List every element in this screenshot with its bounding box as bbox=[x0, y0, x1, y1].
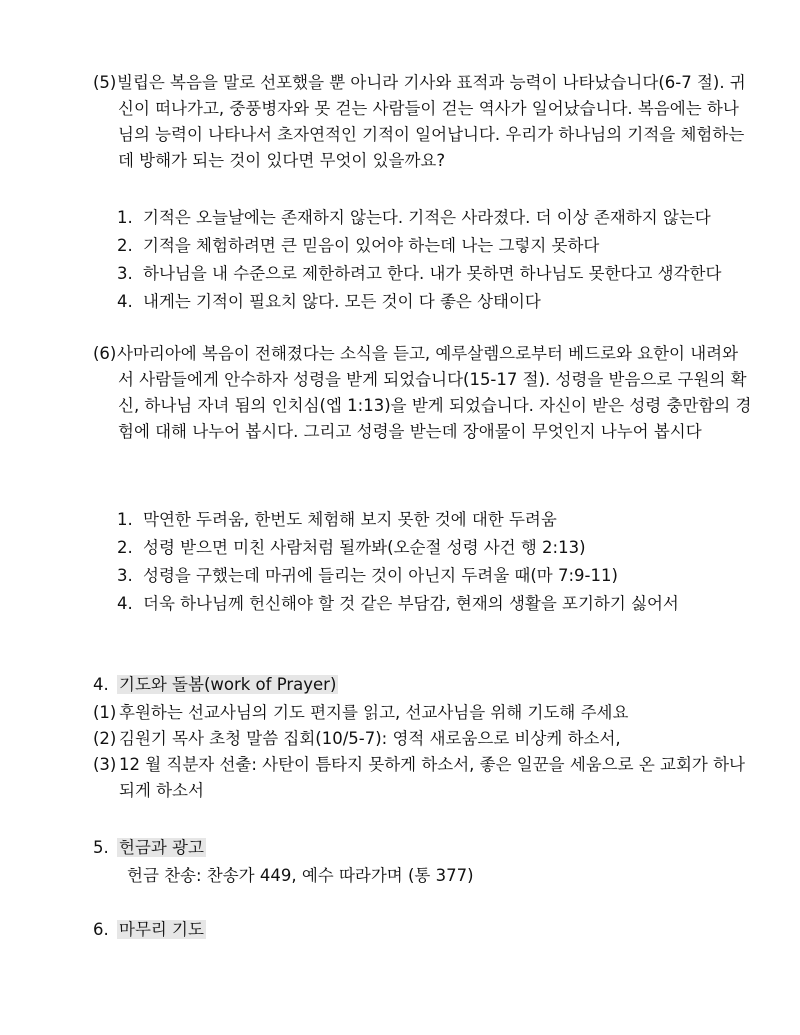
prayer-item-text: 12 월 직분자 선출: 사탄이 틈타지 못하게 하소서, 좋은 일꾼을 세움으로 온 교회가 하나되게 하소서 bbox=[119, 755, 745, 800]
list-item-text: 기적은 오늘날에는 존재하지 않는다. 기적은 사라졌다. 더 이상 존재하지 않는다 bbox=[143, 208, 711, 227]
prayer-item-number: (3) bbox=[93, 755, 117, 774]
section-4-number: 4. bbox=[93, 675, 109, 694]
question-5-number: (5) bbox=[93, 73, 117, 92]
list-item-text: 하나님을 내 수준으로 제한하려고 한다. 내가 못하면 하나님도 못한다고 생각한다 bbox=[143, 264, 722, 283]
prayer-list bbox=[93, 700, 753, 804]
section-6-title: 마무리 기도 bbox=[119, 920, 204, 939]
list-item bbox=[117, 506, 757, 534]
prayer-item bbox=[93, 726, 753, 752]
list-item-number: 1. bbox=[117, 510, 133, 529]
section-5-title: 헌금과 광고 bbox=[119, 838, 204, 857]
list-item bbox=[117, 260, 757, 288]
section-4-heading bbox=[93, 672, 338, 698]
list-item-number: 1. bbox=[117, 208, 133, 227]
list-item-text: 막연한 두려움, 한번도 체험해 보지 못한 것에 대한 두려움 bbox=[143, 510, 557, 529]
offering-hymn: 헌금 찬송: 찬송가 449, 예수 따라가며 (통 377) bbox=[127, 866, 474, 885]
prayer-item-number: (1) bbox=[93, 703, 117, 722]
prayer-item bbox=[93, 752, 753, 804]
list-item bbox=[117, 288, 757, 316]
list-item-number: 2. bbox=[117, 538, 133, 557]
prayer-item-text: 후원하는 선교사님의 기도 편지를 읽고, 선교사님을 위해 기도해 주세요 bbox=[119, 703, 629, 722]
question-5-answers bbox=[117, 204, 757, 316]
question-6-number: (6) bbox=[93, 344, 117, 363]
list-item-number: 4. bbox=[117, 594, 133, 613]
list-item bbox=[117, 232, 757, 260]
list-item bbox=[117, 590, 757, 618]
list-item-text: 성령을 구했는데 마귀에 들리는 것이 아닌지 두려울 때(마 7:9-11) bbox=[143, 566, 618, 585]
question-5 bbox=[93, 70, 753, 174]
question-5-text: 빌립은 복음을 말로 선포했을 뿐 아니라 기사와 표적과 능력이 나타났습니다(6-7 절). 귀신이 떠나가고, 중풍병자와 못 걷는 사람들이 걷는 역사가 일어났습니다. 복음에는 하나님의 능력이 나타나서 초자연적인 기적이 일어납니다. 우리가 하나님의 기적을 체험하는데 방해가 되는 것이 있다면 무엇이 있을까요? bbox=[117, 73, 746, 170]
list-item-text: 기적을 체험하려면 큰 믿음이 있어야 하는데 나는 그렇지 못하다 bbox=[143, 236, 600, 255]
list-item-number: 3. bbox=[117, 264, 133, 283]
prayer-item bbox=[93, 700, 753, 726]
section-6-heading bbox=[93, 917, 206, 943]
list-item bbox=[117, 534, 757, 562]
prayer-item-number: (2) bbox=[93, 729, 117, 748]
list-item-number: 4. bbox=[117, 292, 133, 311]
list-item-number: 3. bbox=[117, 566, 133, 585]
prayer-item-text: 김원기 목사 초청 말씀 집회(10/5-7): 영적 새로움으로 비상케 하소서, bbox=[119, 729, 621, 748]
list-item bbox=[117, 204, 757, 232]
list-item bbox=[117, 562, 757, 590]
section-4-title: 기도와 돌봄(work of Prayer) bbox=[119, 675, 337, 694]
list-item-number: 2. bbox=[117, 236, 133, 255]
section-5-heading bbox=[93, 835, 206, 861]
question-6-answers bbox=[117, 506, 757, 618]
list-item-text: 더욱 하나님께 헌신해야 할 것 같은 부담감, 현재의 생활을 포기하기 싫어서 bbox=[143, 594, 679, 613]
list-item-text: 내게는 기적이 필요치 않다. 모든 것이 다 좋은 상태이다 bbox=[143, 292, 541, 311]
question-6 bbox=[93, 341, 753, 445]
section-5-number: 5. bbox=[93, 838, 109, 857]
list-item-text: 성령 받으면 미친 사람처럼 될까봐(오순절 성령 사건 행 2:13) bbox=[143, 538, 586, 557]
section-6-number: 6. bbox=[93, 920, 109, 939]
question-6-text: 사마리아에 복음이 전해졌다는 소식을 듣고, 예루살렘으로부터 베드로와 요한이 내려와서 사람들에게 안수하자 성령을 받게 되었습니다(15-17 절). 성령을 받음으로 구원의 확신, 하나님 자녀 됨의 인치심(엡 1:13)을 받게 되었습니다. 자신이 받은 성령 충만함의 경험에 대해 나누어 봅시다. 그리고 성령을 받는데 장애물이 무엇인지 나누어 봅시다 bbox=[117, 344, 752, 441]
